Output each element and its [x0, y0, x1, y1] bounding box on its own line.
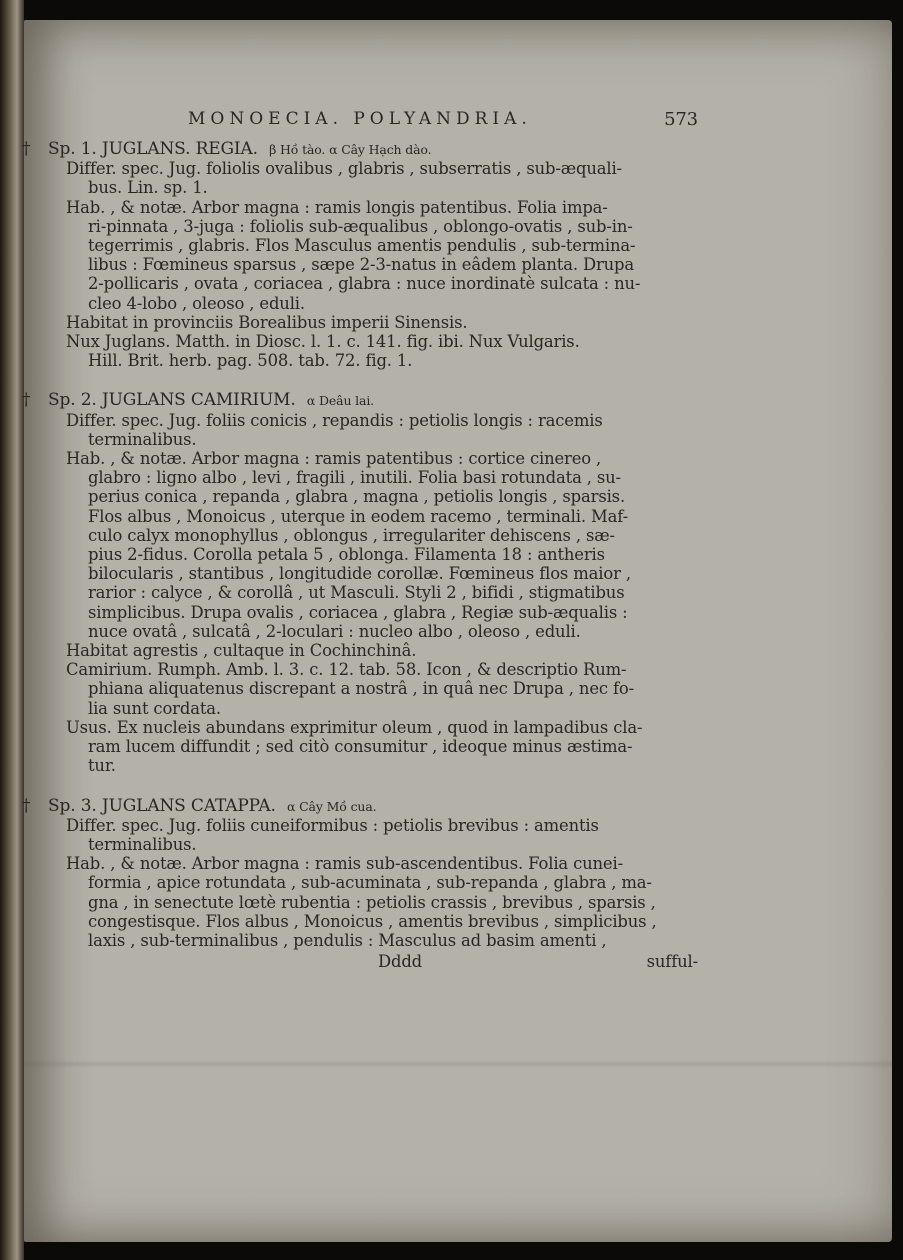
dagger-mark: † — [22, 795, 31, 816]
paragraph: Camirium. Rumph. Amb. l. 3. c. 12. tab. 58. Icon , & descriptio Rum- phiana aliquatenus discrepant a nostrâ , in quâ nec Drupa , nec fo- lia sunt cordata. — [66, 660, 634, 718]
paragraph: Habitat in provinciis Borealibus imperii Sinensis. — [66, 312, 468, 332]
vernacular-name: α Cây Mồ cua. — [287, 798, 377, 814]
dagger-mark: † — [22, 139, 31, 159]
species-name: Sp. 2. JUGLANS CAMIRIUM. — [48, 390, 296, 411]
running-header — [188, 110, 698, 140]
paragraph: Habitat agrestis , cultaque in Cochinchinâ. — [66, 641, 417, 661]
vernacular-name: β Hồ tào. α Cây Hạch dào. — [269, 142, 432, 157]
species-heading — [22, 390, 698, 411]
vernacular-name: α Deâu lai. — [306, 393, 374, 409]
catchword: sufful- — [646, 952, 698, 972]
paragraph: Hab. , & notæ. Arbor magna : ramis sub-ascendentibus. Folia cunei- formia , apice rotundata , sub-acuminata , sub-repanda , glabra , ma- gna , in senectute lœtè rubentia : petiolis crassis , brevibus , sparsis , congestisque. Flos albus , Monoicus , amentis brevibus , simplicibus , laxis , sub-terminalibus , pendulis : Masculus ad basim amenti , — [66, 854, 657, 950]
signature-mark: Dddd — [378, 952, 423, 972]
paragraph: Usus. Ex nucleis abundans exprimitur oleum , quod in lampadibus cla- ram lucem diffundit ; sed citò consumitur , ideoque minus æstima- tur. — [66, 717, 643, 776]
paragraph: Hab. , & notæ. Arbor magna : ramis longis patentibus. Folia impa- ri-pinnata , 3-juga : foliolis sub-æqualibus , oblongo-ovatis , sub-in- tegerrimis , glabris. Flos Masculus amentis pendulis , sub-termina- libus : Fœmineus sparsus , sæpe 2-3-natus in eâdem planta. Drupa 2-pollicaris , ovata , coriacea , glabra : nuce inordinatè sulcata : nu- cleo 4-lobo , oleoso , eduli. — [66, 197, 641, 313]
species-entry-3 — [22, 795, 698, 951]
page-text — [22, 109, 698, 976]
page-fold-shadow — [24, 1060, 892, 1068]
paragraph: Differ. spec. Jug. foliolis ovalibus , glabris , subserratis , sub-æquali- bus. Lin. sp. 1. — [66, 159, 622, 198]
species-heading — [22, 795, 698, 816]
species-heading — [22, 139, 698, 159]
species-name: Sp. 3. JUGLANS CATAPPA. — [48, 795, 276, 816]
book-spine — [0, 0, 24, 1260]
paragraph: Differ. spec. Jug. foliis conicis , repandis : petiolis longis : racemis terminalibus. — [66, 410, 603, 449]
species-entry-2 — [22, 390, 698, 776]
paragraph: Hab. , & notæ. Arbor magna : ramis patentibus : cortice cinereo , glabro : ligno albo , levi , fragili , inutili. Folia basi rotundata , su- perius conica , repanda , glabra , magna , petiolis longis , sparsis. Flos albus , Monoicus , uterque in eodem racemo , terminali. Maf- culo calyx monophyllus , oblongus , irregulariter dehiscens , sæ- pius 2-fidus. Corolla petala 5 , oblonga. Filamenta 18 : antheris bilocularis , stantibus , longitudide corollæ. Fœmineus flos maior , rarior : calyce , & corollâ , ut Masculi. Styli 2 , bifidi , stigmatibus simplicibus. Drupa ovalis , coriacea , glabra , Regiæ sub-æqualis : nuce ovatâ , sulcatâ , 2-loculari : nucleo albo , oleoso , eduli. — [66, 449, 631, 641]
running-title: MONOECIA. POLYANDRIA. — [188, 109, 532, 129]
paragraph: Nux Juglans. Matth. in Diosc. l. 1. c. 141. fig. ibi. Nux Vulgaris. Hill. Brit. herb. pag. 508. tab. 72. fig. 1. — [66, 332, 580, 371]
species-name: Sp. 1. JUGLANS. REGIA. — [48, 139, 258, 159]
page-footer — [48, 952, 698, 976]
species-entry-1 — [22, 139, 698, 371]
paragraph: Differ. spec. Jug. foliis cuneiformibus : petiolis brevibus : amentis terminalibus. — [66, 815, 599, 854]
page-number: 573 — [664, 109, 698, 130]
dagger-mark: † — [22, 390, 31, 411]
